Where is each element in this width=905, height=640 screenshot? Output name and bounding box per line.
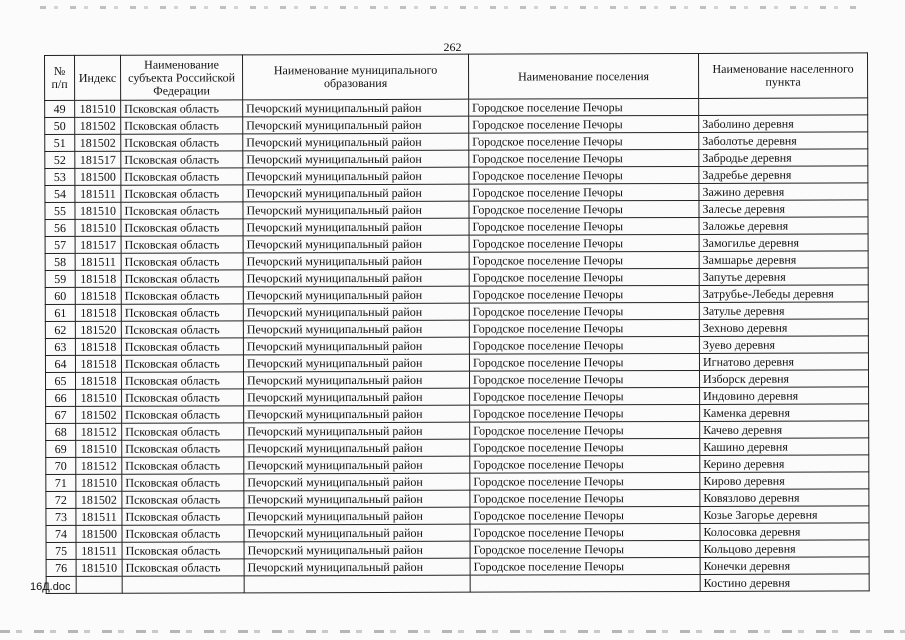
cell-num: 63: [45, 338, 75, 355]
cell-municipality: Печорский муниципальный район: [243, 269, 469, 287]
table-row: [46, 421, 869, 441]
cell-index: 181502: [76, 491, 122, 508]
cell-num: 50: [45, 117, 75, 134]
cell-subject: Псковская область: [122, 389, 244, 406]
cell-settlement: Городское поселение Печоры: [469, 302, 699, 320]
cell-settlement: Городское поселение Печоры: [470, 506, 700, 524]
cell-settlement: Городское поселение Печоры: [470, 472, 700, 490]
cell-num: 72: [46, 491, 76, 508]
cell-subject: Псковская область: [122, 491, 244, 508]
cell-num: 70: [46, 457, 76, 474]
cell-index: 181500: [76, 525, 122, 542]
cell-settlement: Городское поселение Печоры: [469, 319, 699, 337]
table-row: [46, 489, 869, 509]
cell-settlement: Городское поселение Печоры: [470, 438, 700, 456]
cell-locality: Забродье деревня: [699, 149, 868, 167]
cell-locality: Затрубье-Лебеды деревня: [699, 285, 868, 303]
cell-settlement: Городское поселение Печоры: [470, 557, 700, 575]
table-row: [46, 523, 869, 543]
cell-index: 181510: [75, 219, 121, 236]
cell-index: 181512: [76, 457, 122, 474]
cell-settlement: Городское поселение Печоры: [470, 489, 700, 507]
table-row: [45, 132, 868, 152]
cell-municipality: Печорский муниципальный район: [243, 235, 469, 253]
cell-municipality: Печорский муниципальный район: [244, 405, 470, 423]
cell-num: 53: [45, 168, 75, 185]
scan-artifact-bottom: [0, 630, 905, 633]
cell-settlement: Городское поселение Печоры: [469, 166, 699, 184]
cell-subject: Псковская область: [121, 253, 243, 270]
cell-municipality: Печорский муниципальный район: [244, 507, 470, 525]
cell-subject: Псковская область: [121, 151, 243, 168]
table-row: [46, 455, 869, 475]
cell-num: 69: [46, 440, 76, 457]
cell-locality: Заложье деревня: [699, 217, 868, 235]
cell-locality: Залесье деревня: [699, 200, 868, 218]
cell-index: 181518: [75, 287, 121, 304]
cell-settlement: Городское поселение Печоры: [469, 251, 699, 269]
cell-index: 181511: [75, 253, 121, 270]
cell-locality: Кольцово деревня: [700, 540, 869, 558]
cell-municipality: Печорский муниципальный район: [243, 320, 469, 338]
cell-municipality: Печорский муниципальный район: [244, 439, 470, 457]
table-row: [45, 370, 868, 390]
cell-locality: Кашино деревня: [700, 438, 869, 456]
cell-settlement: Городское поселение Печоры: [469, 98, 699, 116]
cell-settlement: Городское поселение Печоры: [469, 285, 699, 303]
table-row: [45, 353, 868, 373]
table-row: [46, 404, 869, 424]
cell-municipality: Печорский муниципальный район: [243, 252, 469, 270]
table-row: [45, 319, 868, 339]
cell-locality: Керино деревня: [700, 455, 869, 473]
table-row: [46, 574, 869, 594]
cell-subject: Псковская область: [122, 474, 244, 491]
cell-num: 57: [45, 236, 75, 253]
cell-settlement: Городское поселение Печоры: [470, 421, 700, 439]
cell-locality: Козье Загорье деревня: [700, 506, 869, 524]
cell-subject: Псковская область: [121, 270, 243, 287]
cell-index: 181518: [75, 338, 121, 355]
cell-municipality: Печорский муниципальный район: [243, 167, 469, 185]
table-row: [46, 438, 869, 458]
cell-subject: Псковская область: [122, 542, 244, 559]
cell-index: 181500: [75, 168, 121, 185]
cell-settlement: Городское поселение Печоры: [469, 200, 699, 218]
cell-locality: Ковязлово деревня: [700, 489, 869, 507]
cell-subject: Псковская область: [122, 440, 244, 457]
cell-subject: Псковская область: [122, 508, 244, 525]
cell-subject: Псковская область: [121, 321, 243, 338]
cell-num: 61: [45, 304, 75, 321]
cell-num: 64: [45, 355, 75, 372]
cell-index: [76, 576, 122, 593]
cell-settlement: Городское поселение Печоры: [470, 455, 700, 473]
header-index: Индекс: [75, 55, 121, 100]
cell-num: 51: [45, 134, 75, 151]
cell-settlement: Городское поселение Печоры: [469, 268, 699, 286]
table-row: [45, 200, 868, 220]
cell-locality: Индовино деревня: [700, 387, 869, 405]
cell-municipality: Печорский муниципальный район: [243, 201, 469, 219]
cell-municipality: Печорский муниципальный район: [244, 524, 470, 542]
cell-subject: Псковская область: [122, 559, 244, 576]
cell-settlement: Городское поселение Печоры: [469, 132, 699, 150]
cell-municipality: Печорский муниципальный район: [244, 490, 470, 508]
cell-locality: Замогилье деревня: [699, 234, 868, 252]
cell-municipality: Печорский муниципальный район: [244, 541, 470, 559]
cell-locality: Замшарье деревня: [699, 251, 868, 269]
header-locality: Наименование населенного пункта: [698, 53, 867, 99]
cell-municipality: Печорский муниципальный район: [244, 388, 470, 406]
cell-num: 56: [45, 219, 75, 236]
cell-index: 181512: [76, 423, 122, 440]
cell-num: 55: [45, 202, 75, 219]
table-row: [46, 472, 869, 492]
cell-settlement: Городское поселение Печоры: [470, 523, 700, 541]
table-row: [45, 336, 868, 356]
cell-municipality: Печорский муниципальный район: [243, 286, 469, 304]
cell-municipality: Печорский муниципальный район: [243, 184, 469, 202]
cell-locality: Заболотье деревня: [699, 132, 868, 150]
cell-index: 181502: [76, 406, 122, 423]
cell-subject: Псковская область: [121, 338, 243, 355]
cell-locality: Зажино деревня: [699, 183, 868, 201]
cell-index: 181510: [75, 202, 121, 219]
cell-locality: Изборск деревня: [699, 370, 868, 388]
cell-locality: Колосовка деревня: [700, 523, 869, 541]
scan-artifact-top: [40, 6, 860, 9]
cell-num: 65: [45, 372, 75, 389]
cell-municipality: Печорский муниципальный район: [244, 422, 470, 440]
cell-settlement: Городское поселение Печоры: [470, 387, 700, 405]
cell-locality: Заболино деревня: [699, 115, 868, 133]
cell-municipality: Печорский муниципальный район: [243, 116, 469, 134]
cell-locality: [699, 98, 868, 116]
table-row: [45, 115, 868, 135]
cell-num: 68: [46, 423, 76, 440]
cell-locality: Задребье деревня: [699, 166, 868, 184]
cell-subject: Псковская область: [121, 219, 243, 236]
cell-subject: Псковская область: [121, 117, 243, 134]
cell-index: 181502: [75, 134, 121, 151]
cell-num: 52: [45, 151, 75, 168]
cell-num: 71: [46, 474, 76, 491]
table-row: [45, 149, 868, 169]
cell-index: 181510: [76, 389, 122, 406]
cell-subject: Псковская область: [121, 100, 243, 117]
cell-locality: Каменка деревня: [700, 404, 869, 422]
table-header-row: [45, 53, 868, 101]
cell-subject: Псковская область: [121, 287, 243, 304]
table-row: [46, 506, 869, 526]
table-row: [45, 217, 868, 237]
table-row: [45, 234, 868, 254]
file-name: 16Д.doc: [30, 581, 71, 593]
cell-subject: Псковская область: [121, 134, 243, 151]
cell-subject: Псковская область: [121, 236, 243, 253]
cell-municipality: Печорский муниципальный район: [243, 337, 469, 355]
cell-index: 181518: [75, 270, 121, 287]
cell-municipality: Печорский муниципальный район: [243, 150, 469, 168]
header-municipality: Наименование муниципального образования: [243, 54, 469, 100]
cell-num: 62: [45, 321, 75, 338]
cell-municipality: Печорский муниципальный район: [243, 133, 469, 151]
cell-index: 181510: [76, 559, 122, 576]
header-num: № п/п: [45, 55, 75, 100]
table-row: [45, 166, 868, 186]
cell-num: 73: [46, 508, 76, 525]
header-settlement: Наименование поселения: [468, 53, 698, 99]
cell-subject: Псковская область: [121, 304, 243, 321]
cell-locality: Конечки деревня: [700, 557, 869, 575]
cell-num: 59: [45, 270, 75, 287]
cell-municipality: Печорский муниципальный район: [243, 303, 469, 321]
table-row: [46, 387, 869, 407]
cell-subject: Псковская область: [121, 355, 243, 372]
cell-subject: Псковская область: [121, 185, 243, 202]
table-row: [45, 302, 868, 322]
cell-subject: [122, 576, 244, 593]
cell-municipality: Печорский муниципальный район: [244, 473, 470, 491]
cell-municipality: Печорский муниципальный район: [243, 99, 469, 117]
cell-index: 181518: [75, 372, 121, 389]
cell-settlement: Городское поселение Печоры: [469, 217, 699, 235]
cell-locality: Запутье деревня: [699, 268, 868, 286]
header-subject: Наименование субъекта Российской Федерации: [121, 55, 243, 100]
cell-locality: Затулье деревня: [699, 302, 868, 320]
cell-subject: Псковская область: [122, 525, 244, 542]
cell-municipality: Печорский муниципальный район: [244, 558, 470, 576]
cell-municipality: Печорский муниципальный район: [243, 354, 469, 372]
table-body: [45, 98, 870, 594]
cell-subject: Псковская область: [122, 406, 244, 423]
table-row: [46, 557, 869, 577]
cell-index: 181511: [76, 542, 122, 559]
table-row: [45, 251, 868, 271]
cell-locality: Качево деревня: [700, 421, 869, 439]
cell-settlement: Городское поселение Печоры: [470, 540, 700, 558]
cell-index: 181510: [75, 100, 121, 117]
cell-num: 76: [46, 559, 76, 576]
table-row: [45, 268, 868, 288]
cell-index: 181502: [75, 117, 121, 134]
cell-subject: Псковская область: [122, 423, 244, 440]
localities-table: [44, 52, 870, 594]
cell-num: 49: [45, 100, 75, 117]
cell-index: 181517: [75, 236, 121, 253]
cell-settlement: Городское поселение Печоры: [469, 115, 699, 133]
cell-settlement: [470, 574, 700, 592]
cell-index: 181510: [76, 440, 122, 457]
cell-subject: Псковская область: [121, 202, 243, 219]
cell-subject: Псковская область: [121, 168, 243, 185]
cell-num: 75: [46, 542, 76, 559]
cell-municipality: Печорский муниципальный район: [243, 371, 469, 389]
cell-num: 74: [46, 525, 76, 542]
table-row: [46, 540, 869, 560]
cell-settlement: Городское поселение Печоры: [469, 370, 699, 388]
cell-index: 181518: [75, 304, 121, 321]
cell-index: 181520: [75, 321, 121, 338]
cell-num: 67: [46, 406, 76, 423]
cell-index: 181518: [75, 355, 121, 372]
cell-num: 66: [46, 389, 76, 406]
cell-index: 181517: [75, 151, 121, 168]
table-row: [45, 285, 868, 305]
cell-index: 181511: [75, 185, 121, 202]
cell-locality: Игнатово деревня: [699, 353, 868, 371]
cell-locality: Костино деревня: [700, 574, 869, 592]
cell-settlement: Городское поселение Печоры: [469, 353, 699, 371]
cell-locality: Зуево деревня: [699, 336, 868, 354]
cell-settlement: Городское поселение Печоры: [469, 234, 699, 252]
cell-index: 181510: [76, 474, 122, 491]
cell-locality: Зехново деревня: [699, 319, 868, 337]
cell-num: 60: [45, 287, 75, 304]
cell-municipality: Печорский муниципальный район: [244, 456, 470, 474]
cell-subject: Псковская область: [122, 457, 244, 474]
cell-municipality: Печорский муниципальный район: [243, 218, 469, 236]
cell-num: 58: [45, 253, 75, 270]
cell-settlement: Городское поселение Печоры: [470, 404, 700, 422]
cell-index: 181511: [76, 508, 122, 525]
cell-locality: Кирово деревня: [700, 472, 869, 490]
cell-municipality: [244, 575, 470, 593]
page-number: 262: [443, 40, 462, 54]
cell-settlement: Городское поселение Печоры: [469, 183, 699, 201]
table-row: [45, 183, 868, 203]
cell-num: 54: [45, 185, 75, 202]
cell-settlement: Городское поселение Печоры: [469, 336, 699, 354]
cell-settlement: Городское поселение Печоры: [469, 149, 699, 167]
cell-subject: Псковская область: [121, 372, 243, 389]
